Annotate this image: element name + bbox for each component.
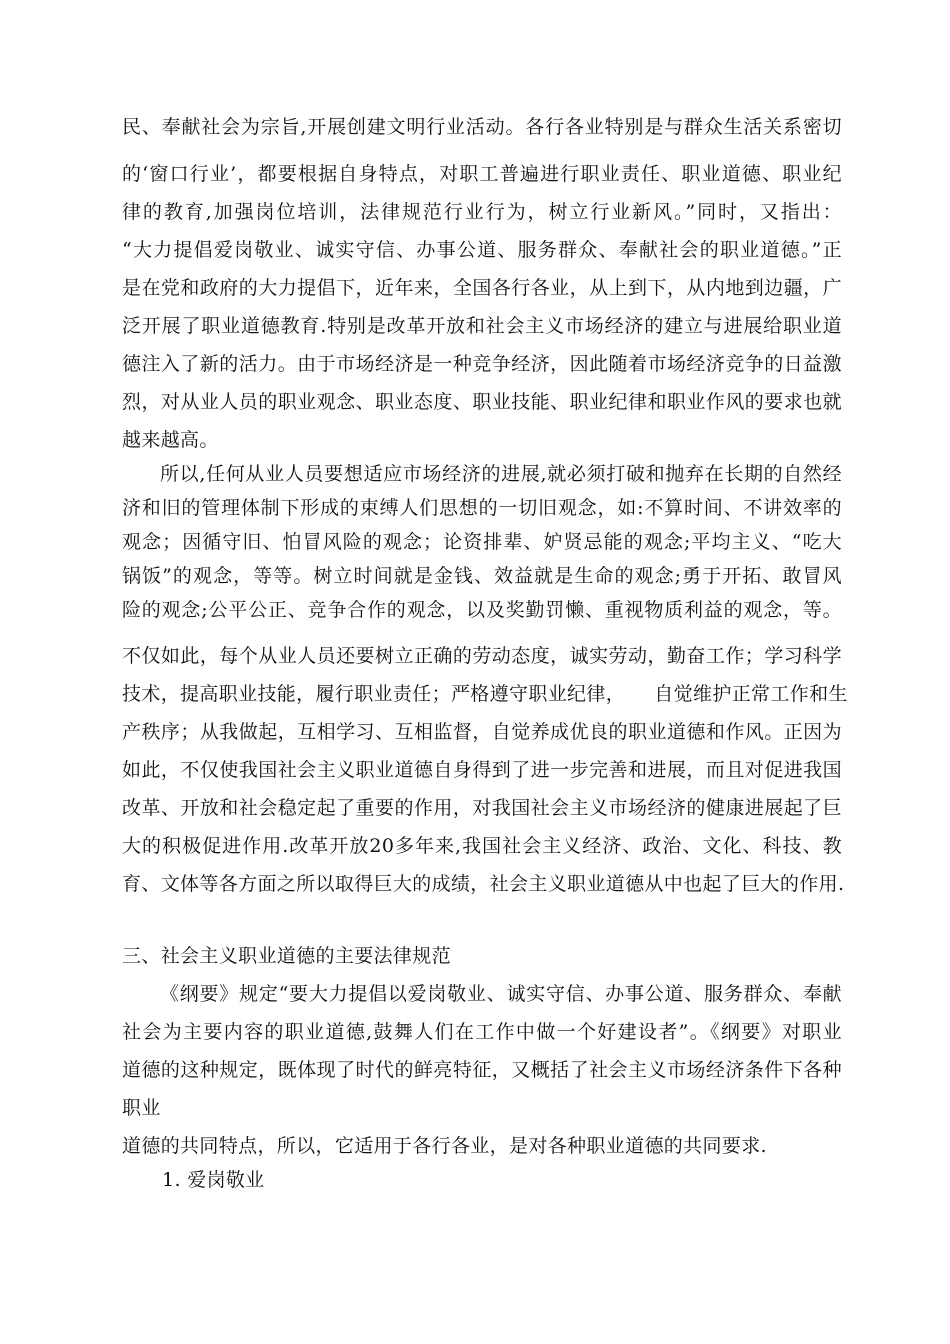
body-line: 如此，不仅使我国社会主义职业道德自身得到了进一步完善和进展，而且对促进我国 [122,759,842,781]
body-line: 泛开展了职业道德教育.特别是改革开放和社会主义市场经济的建立与进展给职业道 [122,315,842,337]
body-line: 越来越高。 [122,429,219,451]
list-item-heading: 1. 爱岗敬业 [162,1169,265,1191]
paragraph-first-line: 《纲要》规定“要大力提倡以爱岗敬业、诚实守信、办事公道、服务群众、奉献 [160,983,842,1005]
body-line: 是在党和政府的大力提倡下，近年来，全国各行各业，从上到下，从内地到边疆，广 [122,277,842,299]
body-line: 民、奉献社会为宗旨,开展创建文明行业活动。各行各业特别是与群众生活关系密切 [122,116,842,138]
body-line: 道德的共同特点，所以，它适用于各行各业，是对各种职业道德的共同要求. [122,1135,767,1157]
body-line: 烈，对从业人员的职业观念、职业态度、职业技能、职业纪律和职业作风的要求也就 [122,391,842,413]
body-line: 职业 [122,1097,161,1119]
section-heading: 三、社会主义职业道德的主要法律规范 [122,945,451,967]
body-line: 锅饭”的观念，等等。树立时间就是金钱、效益就是生命的观念;勇于开拓、敢冒风 [122,565,842,587]
body-line: 险的观念;公平公正、竞争合作的观念，以及奖勤罚懒、重视物质利益的观念，等。 [122,599,842,621]
body-line: 改革、开放和社会稳定起了重要的作用，对我国社会主义市场经济的健康进展起了巨 [122,797,842,819]
body-line: 育、文体等各方面之所以取得巨大的成绩，社会主义职业道德从中也起了巨大的作用. [122,873,845,895]
paragraph-first-line: 所以,任何从业人员要想适应市场经济的进展,就必须打破和抛弃在长期的自然经 [160,463,842,485]
body-line: 观念；因循守旧、怕冒风险的观念；论资排辈、妒贤忌能的观念;平均主义、“吃大 [122,531,842,553]
body-line: 技术，提高职业技能，履行职业责任；严格遵守职业纪律， 自觉维护正常工作和生 [122,683,848,705]
body-line: 大的积极促进作用.改革开放20多年来,我国社会主义经济、政治、文化、科技、教 [122,835,842,857]
body-line: 社会为主要内容的职业道德,鼓舞人们在工作中做一个好建设者”。《纲要》对职业 [122,1021,842,1043]
body-line: 济和旧的管理体制下形成的束缚人们思想的一切旧观念，如:不算时间、不讲效率的 [122,497,842,519]
body-line: 不仅如此，每个从业人员还要树立正确的劳动态度，诚实劳动，勤奋工作；学习科学 [122,645,842,667]
body-line: 的‘窗口行业’，都要根据自身特点，对职工普遍进行职业责任、职业道德、职业纪 [122,163,842,185]
body-line: 产秩序；从我做起，互相学习、互相监督，自觉养成优良的职业道德和作风。正因为 [122,721,842,743]
body-line: “大力提倡爱岗敬业、诚实守信、办事公道、服务群众、奉献社会的职业道德。”正 [122,239,842,261]
body-line: 德注入了新的活力。由于市场经济是一种竞争经济，因此随着市场经济竞争的日益激 [122,353,842,375]
body-line: 道德的这种规定，既体现了时代的鲜亮特征，又概括了社会主义市场经济条件下各种 [122,1059,842,1081]
body-line: 律的教育,加强岗位培训，法律规范行业行为，树立行业新风。”同时，又指出： [122,201,842,223]
